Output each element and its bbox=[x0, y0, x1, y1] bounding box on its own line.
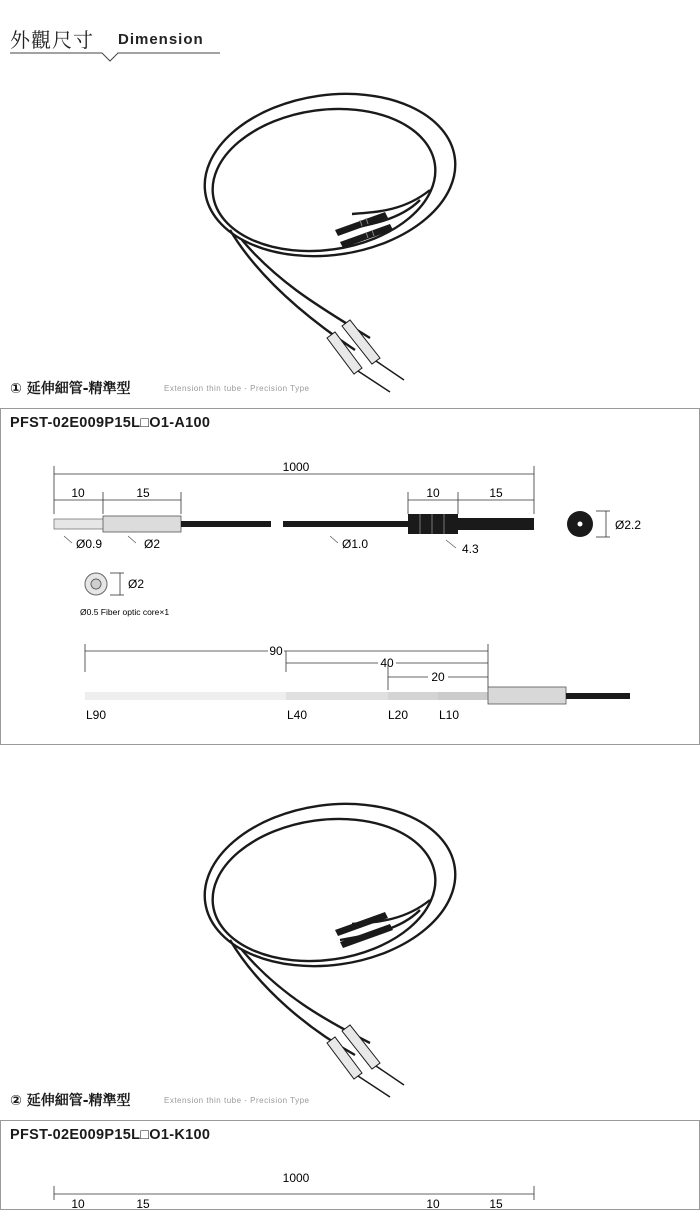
model-number-1: PFST-02E009P15L□O1-A100 bbox=[10, 415, 211, 431]
core-note: Ø0.5 Fiber optic core×1 bbox=[80, 607, 170, 617]
dim-total: 1000 bbox=[282, 460, 310, 474]
nut-length-label: 4.3 bbox=[462, 542, 479, 556]
section-2-subtitle: Extension thin tube - Precision Type bbox=[164, 1096, 310, 1105]
section-1-title bbox=[10, 378, 131, 398]
section-2-title bbox=[10, 1090, 131, 1110]
model-number-2: PFST-02E009P15L□O1-K100 bbox=[10, 1127, 211, 1143]
dim-15-left: 15 bbox=[136, 486, 150, 500]
dim-10-right-2: 10 bbox=[426, 1197, 440, 1210]
dim-15-right-2: 15 bbox=[489, 1197, 503, 1210]
l90-label: L90 bbox=[85, 708, 107, 722]
dim-10-left: 10 bbox=[71, 486, 85, 500]
len-40-label: 40 bbox=[380, 656, 394, 670]
dim-15-right: 15 bbox=[489, 486, 503, 500]
dimension-drawing-2 bbox=[0, 1150, 700, 1210]
dia-cable-label: Ø1.0 bbox=[342, 537, 369, 551]
dim-15-left-2: 15 bbox=[136, 1197, 150, 1210]
product-illustration-1 bbox=[190, 90, 490, 400]
page-title: 外觀尺寸 bbox=[10, 28, 94, 52]
dimension-drawing-1 bbox=[0, 440, 700, 740]
end-diameter-label: Ø2.2 bbox=[615, 518, 642, 532]
section-1-subtitle: Extension thin tube - Precision Type bbox=[164, 384, 310, 393]
l20-label: L20 bbox=[387, 708, 409, 722]
page-subtitle: Dimension bbox=[118, 31, 204, 48]
len-20-label: 20 bbox=[431, 670, 445, 684]
l40-label: L40 bbox=[286, 708, 308, 722]
l10-label: L10 bbox=[438, 708, 460, 722]
dia-tip-label: Ø0.9 bbox=[76, 537, 103, 551]
section-1-number: ① bbox=[10, 381, 22, 397]
product-illustration-2 bbox=[190, 800, 490, 1100]
section-2-title-text: 延伸細管-精準型 bbox=[26, 1093, 131, 1109]
section-1-title-text: 延伸細管-精準型 bbox=[26, 381, 131, 397]
dim-total-2: 1000 bbox=[282, 1171, 310, 1185]
header-underline bbox=[0, 0, 700, 70]
dim-10-left-2: 10 bbox=[71, 1197, 85, 1210]
section-2-number: ② bbox=[10, 1093, 22, 1109]
core-diameter-label: Ø2 bbox=[128, 577, 145, 591]
dia-sleeve-label: Ø2 bbox=[144, 537, 161, 551]
dim-10-right: 10 bbox=[426, 486, 440, 500]
len-90-label: 90 bbox=[269, 644, 283, 658]
